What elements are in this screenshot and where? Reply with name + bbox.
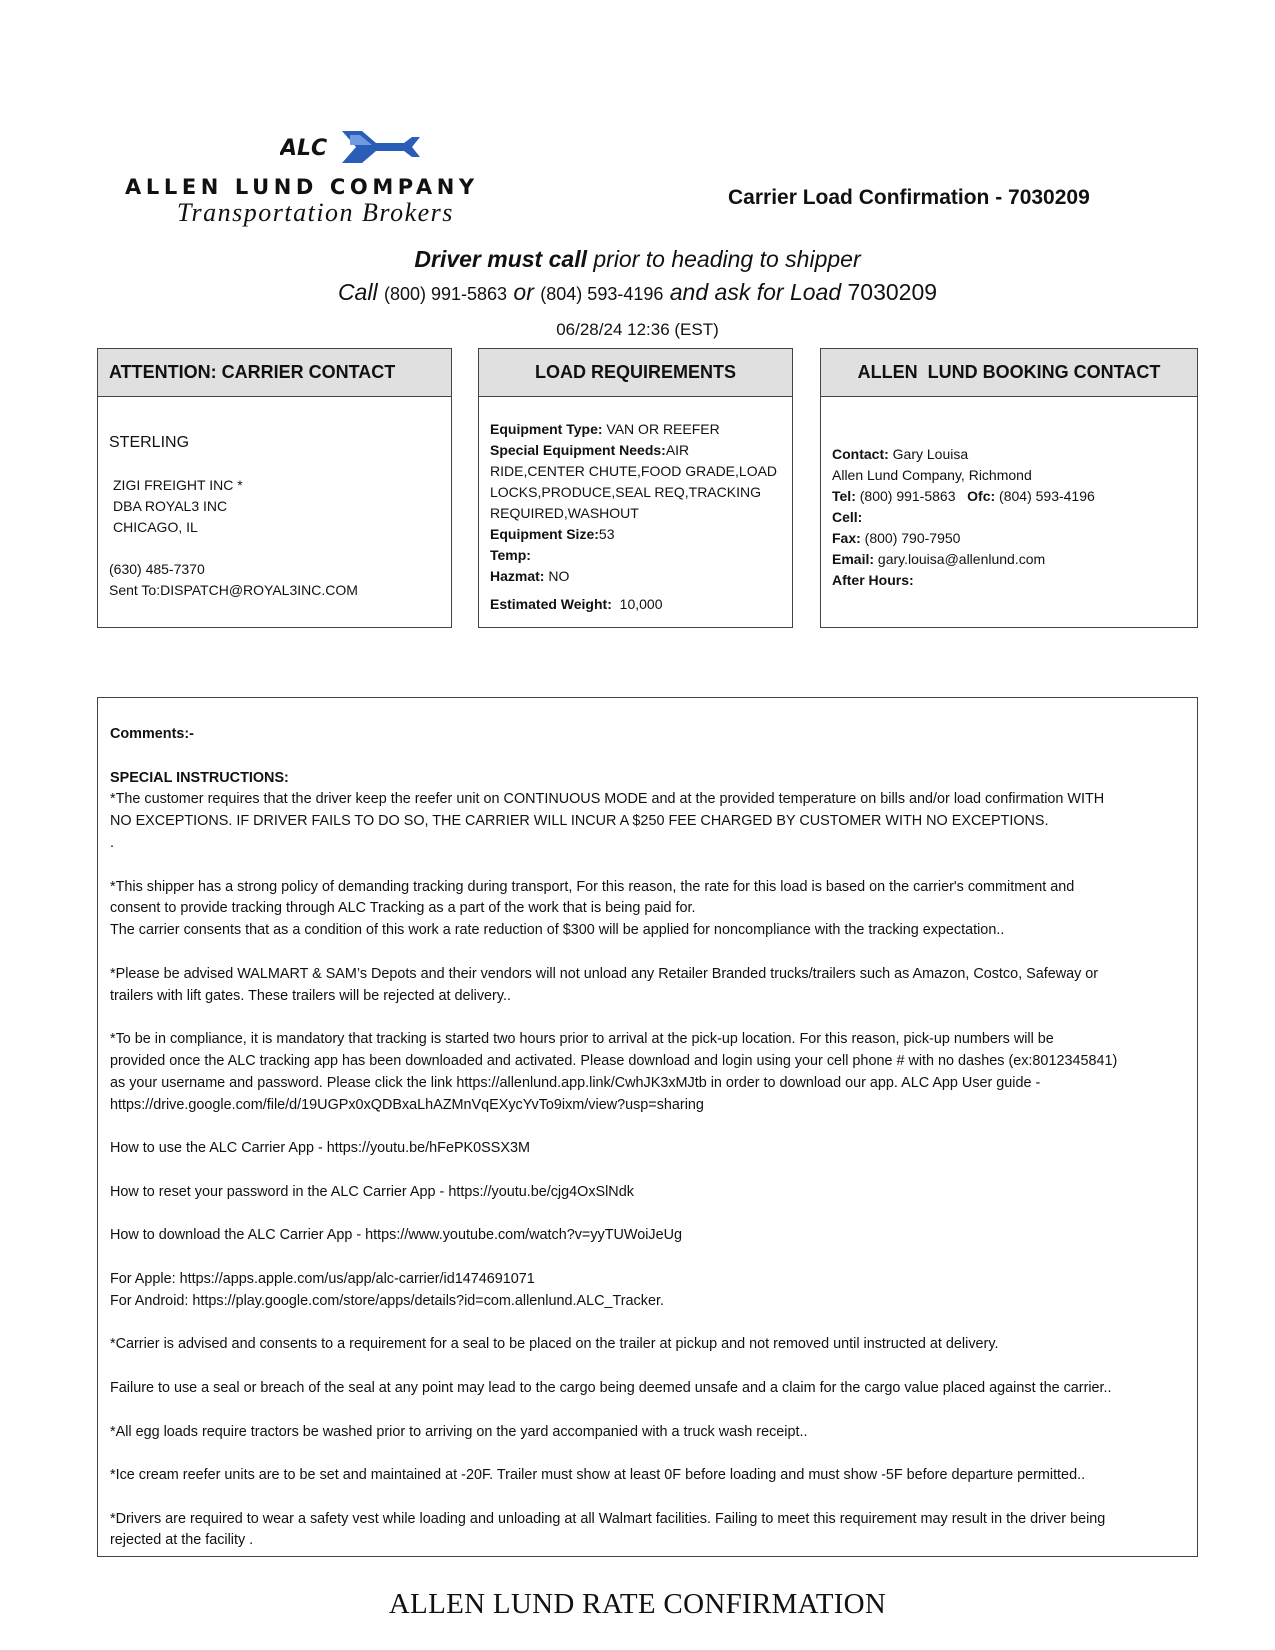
weight-label: Estimated Weight:: [490, 596, 612, 612]
booking-fax-row: [832, 528, 960, 550]
booking-ofc-label: Ofc:: [967, 488, 996, 504]
temp-label: Temp:: [490, 547, 531, 563]
link-reset-password[interactable]: How to reset your password in the ALC Carrier App - https://youtu.be/cjg4OxSlNdk: [110, 1183, 634, 1200]
carrier-sent-to: Sent To:DISPATCH@ROYAL3INC.COM: [109, 582, 358, 598]
timestamp: 06/28/24 12:36 (EST): [556, 320, 719, 339]
call-or: or: [507, 279, 541, 305]
call-instructions: [0, 279, 1275, 306]
footer-title: ALLEN LUND RATE CONFIRMATION: [388, 1588, 887, 1620]
instruction-compliance-line-4[interactable]: https://drive.google.com/file/d/19UGPx0xQDBxaLhAZMnVqEXycYvTo9ixm/view?usp=sharing: [110, 1096, 704, 1113]
instruction-tracking-line-2: consent to provide tracking through ALC Tracking as a part of the work that is being paid for.: [110, 900, 696, 917]
booking-fax-label: Fax:: [832, 530, 861, 546]
booking-tel-label: Tel:: [832, 488, 856, 504]
equipment-size-label: Equipment Size:: [490, 526, 599, 542]
instruction-compliance-line-1: *To be in compliance, it is mandatory that tracking is started two hours prior to arrival at the pick-up location. For this reason, pick-up numbers will be: [110, 1031, 1054, 1048]
instruction-tracking-line-1: *This shipper has a strong policy of demanding tracking during transport, For this reason, the rate for this load is based on the carrier's commitment and: [110, 878, 1075, 895]
booking-after-hours-label: After Hours:: [832, 572, 914, 588]
booking-tel-row: [832, 486, 1095, 508]
hazmat-row: [490, 566, 569, 588]
instruction-safety-vest-line-1: *Drivers are required to wear a safety vest while loading and unloading at all Walmart facilities. Failing to meet this requirement may result in the driver being: [110, 1510, 1106, 1527]
load-requirements-heading: LOAD REQUIREMENTS: [479, 349, 792, 397]
instruction-egg-loads: *All egg loads require tractors be washed prior to arriving on the yard accompanied with a truck wash receipt..: [110, 1423, 808, 1440]
link-download-app[interactable]: How to download the ALC Carrier App - https://www.youtube.com/watch?v=yyTUWoiJeUg: [110, 1227, 683, 1244]
equipment-size-row: [490, 524, 614, 546]
logo-company-name: ALLEN LUND COMPANY: [125, 175, 479, 199]
special-equipment-line-3: LOCKS,PRODUCE,SEAL REQ,TRACKING: [490, 484, 761, 500]
instruction-ice-cream: *Ice cream reefer units are to be set and maintained at -20F. Trailer must show at least 0F before loading and must show -5F before departure permitted..: [110, 1467, 1086, 1484]
instruction-seal: *Carrier is advised and consents to a requirement for a seal to be placed on the trailer at pickup and not removed until instructed at delivery.: [110, 1336, 999, 1353]
instruction-reefer-line-1: *The customer requires that the driver keep the reefer unit on CONTINUOUS MODE and at the provided temperature on bills and/or load confirmation WITH: [110, 791, 1105, 808]
booking-contact-label: Contact:: [832, 446, 889, 462]
call-phone-2: (804) 593-4196: [540, 284, 664, 304]
call-word: Call: [337, 279, 384, 305]
alc-logo-mark-icon: [280, 125, 420, 167]
carrier-location: CHICAGO, IL: [113, 519, 198, 535]
hazmat-label: Hazmat:: [490, 568, 545, 584]
instruction-compliance-line-3[interactable]: as your username and password. Please click the link https://allenlund.app.link/CwhJK3xMJtb in order to download our app. ALC App User guide -: [110, 1074, 1041, 1091]
booking-contact-row: [832, 444, 968, 466]
company-logo: [125, 125, 585, 230]
driver-notice-rest: prior to heading to shipper: [586, 246, 861, 272]
weight-row: [490, 594, 662, 616]
instruction-seal-breach: Failure to use a seal or breach of the seal at any point may lead to the cargo being deemed unsafe and a claim for the cargo value placed against the carrier..: [110, 1379, 1112, 1396]
instruction-tracking-line-3: The carrier consents that as a condition of this work a rate reduction of $300 will be applied for noncompliance with the tracking expectation..: [110, 922, 1005, 939]
instruction-reefer-line-3: .: [110, 834, 114, 851]
carrier-company: ZIGI FREIGHT INC *: [113, 477, 243, 493]
equipment-size-value: 53: [598, 526, 615, 542]
document-title: Carrier Load Confirmation - 7030209: [728, 186, 1090, 209]
equipment-type-row: [490, 419, 720, 441]
carrier-dba: DBA ROYAL3 INC: [113, 498, 228, 514]
comments-box: [97, 697, 1198, 1557]
special-equipment-label: Special Equipment Needs:: [490, 442, 666, 458]
hazmat-value: NO: [544, 568, 570, 584]
instruction-walmart-line-2: trailers with lift gates. These trailers will be rejected at delivery..: [110, 987, 511, 1004]
booking-cell-label: Cell:: [832, 509, 863, 525]
logo-mark-text: ALC: [280, 136, 328, 161]
booking-contact-heading: ALLEN LUND BOOKING CONTACT: [821, 349, 1197, 397]
call-phone-1: (800) 991-5863: [383, 284, 508, 304]
carrier-contact-box: [97, 348, 452, 628]
weight-value: 10,000: [611, 596, 663, 612]
booking-contact-box: [820, 348, 1198, 628]
equipment-type-label: Equipment Type:: [490, 421, 603, 437]
carrier-phone: (630) 485-7370: [109, 561, 205, 577]
logo-tagline: Transportation Brokers: [177, 198, 454, 227]
special-instructions-label: SPECIAL INSTRUCTIONS:: [110, 769, 289, 786]
equipment-type-value: VAN OR REEFER: [602, 421, 720, 437]
driver-notice: [0, 246, 1275, 273]
driver-notice-bold: Driver must call: [414, 246, 587, 272]
instruction-compliance-line-2: provided once the ALC tracking app has been downloaded and activated. Please download and login using your cell phone # with no dashes (ex:8012345841): [110, 1052, 1118, 1069]
call-load-number: 7030209: [847, 279, 938, 305]
booking-fax: (800) 790-7950: [860, 530, 961, 546]
booking-email[interactable]: gary.louisa@allenlund.com: [874, 551, 1046, 567]
comments-text: [110, 724, 1188, 1552]
comments-label: Comments:-: [110, 726, 194, 742]
link-use-app[interactable]: How to use the ALC Carrier App - https://youtu.be/hFePK0SSX3M: [110, 1140, 530, 1157]
carrier-contact-name: STERLING: [109, 434, 190, 451]
booking-ofc: (804) 593-4196: [995, 488, 1095, 504]
call-ask: and ask for Load: [663, 279, 848, 305]
load-requirements-box: [478, 348, 793, 628]
special-equipment-line-4: REQUIRED,WASHOUT: [490, 505, 639, 521]
booking-email-row[interactable]: [832, 549, 1045, 571]
booking-tel: (800) 991-5863: [855, 488, 968, 504]
booking-company: Allen Lund Company, Richmond: [832, 467, 1032, 483]
carrier-contact-heading: ATTENTION: CARRIER CONTACT: [98, 349, 451, 397]
special-equipment-line-2: RIDE,CENTER CHUTE,FOOD GRADE,LOAD: [490, 463, 778, 479]
special-equipment-row: [490, 440, 689, 462]
special-equipment-line-1: AIR: [665, 442, 690, 458]
instruction-safety-vest-line-2: rejected at the facility .: [110, 1532, 254, 1549]
booking-email-label: Email:: [832, 551, 875, 567]
instruction-walmart-line-1: *Please be advised WALMART & SAM’s Depots and their vendors will not unload any Retailer Branded trucks/trailers such as Amazon, Costco, Safeway or: [110, 965, 1099, 982]
link-android[interactable]: For Android: https://play.google.com/store/apps/details?id=com.allenlund.ALC_Tracker.: [110, 1292, 664, 1309]
link-apple[interactable]: For Apple: https://apps.apple.com/us/app/alc-carrier/id1474691071: [110, 1270, 535, 1287]
instruction-reefer-line-2: NO EXCEPTIONS. IF DRIVER FAILS TO DO SO, THE CARRIER WILL INCUR A $250 FEE CHARGED BY CUSTOMER WITH NO EXCEPTIONS.: [110, 813, 1049, 830]
booking-contact-name: Gary Louisa: [888, 446, 969, 462]
